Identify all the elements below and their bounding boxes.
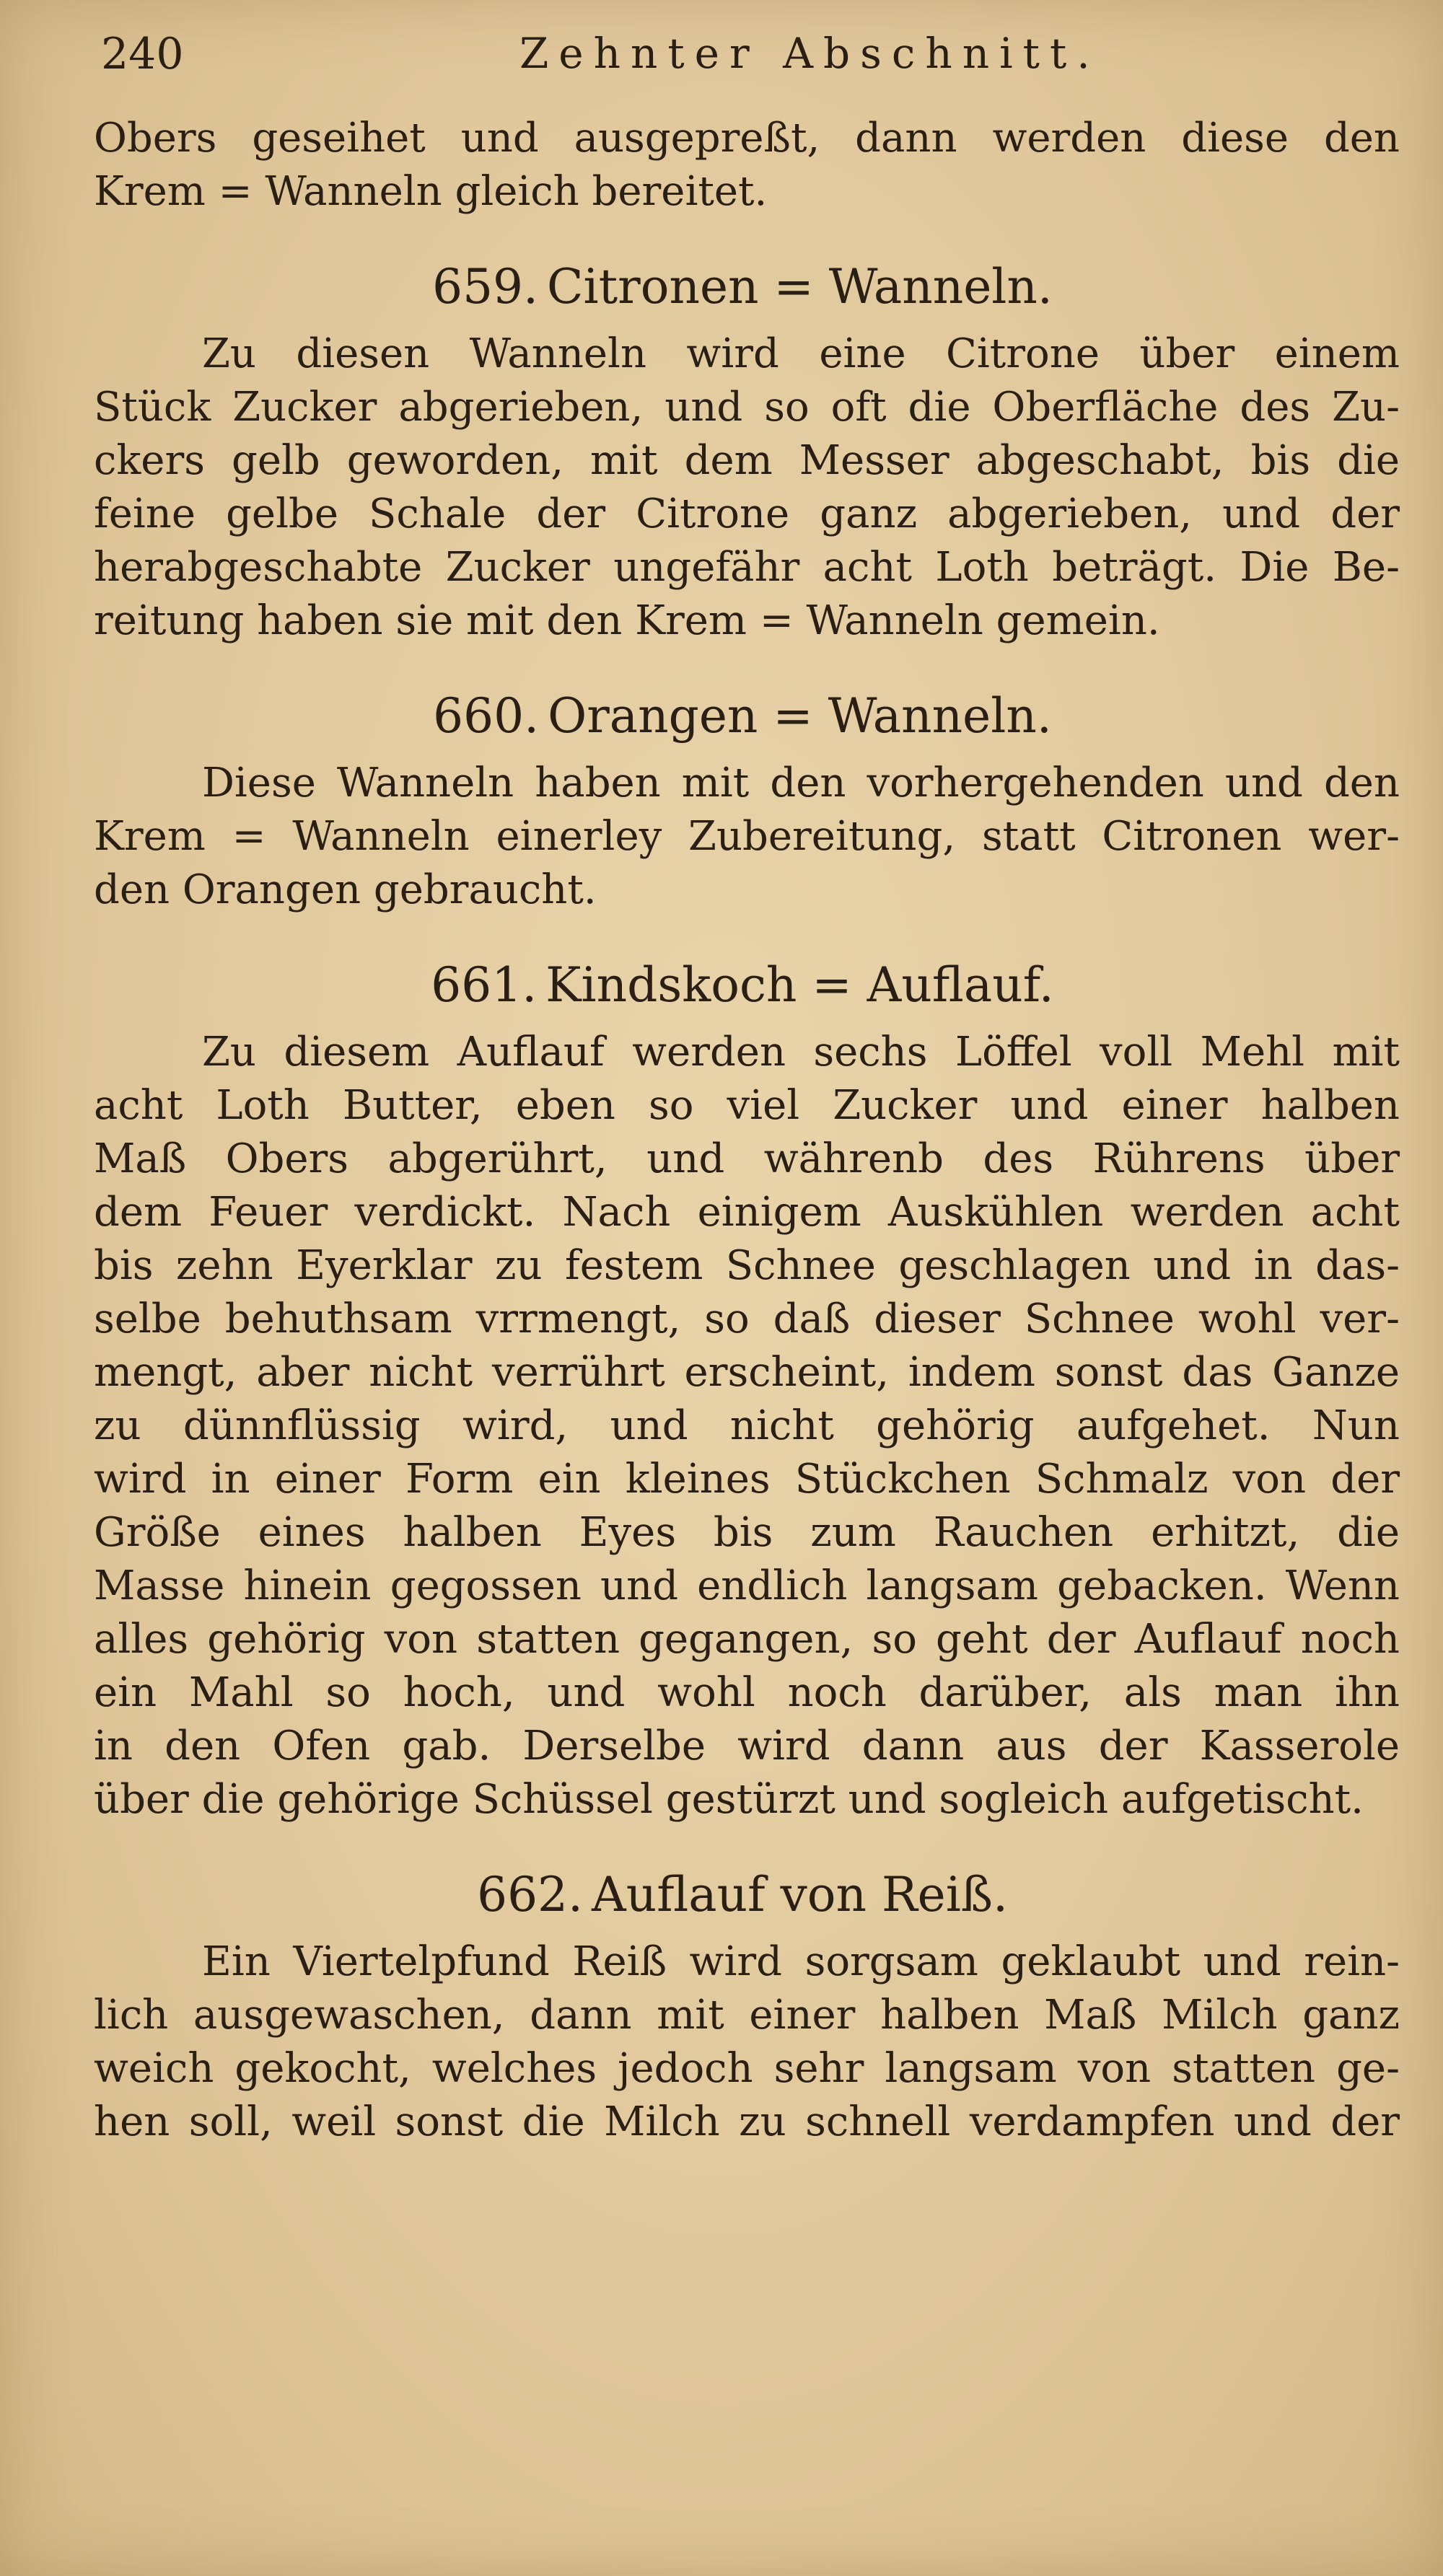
text-line: feine gelbe Schale der Citrone ganz abgerieben, und der	[94, 491, 1400, 537]
text-line: wird in einer Form ein kleines Stückchen Schmalz von der	[94, 1456, 1400, 1503]
text-line: herabgeschabte Zucker ungefähr acht Loth beträgt. Die Be-	[94, 544, 1400, 591]
recipe-662	[94, 1857, 1400, 2149]
text-line: Diese Wanneln haben mit den vorhergehenden und den	[202, 760, 1400, 806]
text-line: den Orangen gebraucht.	[94, 866, 597, 913]
recipe-heading	[94, 249, 1400, 325]
recipe-title: Citronen = Wanneln.	[547, 259, 1053, 315]
text-line: Maß Obers abgerührt, und währenb des Rührens über	[94, 1135, 1400, 1182]
text-line: ein Mahl so hoch, und wohl noch darüber, als man ihn	[94, 1669, 1400, 1716]
text-line: Masse hinein gegossen und endlich langsam gebacken. Wenn	[94, 1562, 1400, 1609]
recipe-660	[94, 678, 1400, 917]
text-line: weich gekocht, welches jedoch sehr langsam von statten ge-	[94, 2045, 1400, 2092]
text-line: Zu diesem Auflauf werden sechs Löffel voll Mehl mit	[202, 1029, 1400, 1076]
text-line: acht Loth Butter, eben so viel Zucker und einer halben	[94, 1082, 1400, 1129]
text-line: reitung haben sie mit den Krem = Wanneln gemein.	[94, 597, 1160, 644]
text-line: dem Feuer verdickt. Nach einigem Auskühlen werden acht	[94, 1189, 1400, 1236]
text-line: zu dünnflüssig wird, und nicht gehörig aufgehet. Nun	[94, 1402, 1400, 1449]
intro-paragraph	[94, 112, 1400, 219]
text-line: Ein Viertelpfund Reiß wird sorgsam geklaubt und rein-	[202, 1938, 1400, 1985]
recipe-title: Orangen = Wanneln.	[548, 688, 1052, 744]
text-line: Obers geseihet und ausgepreßt, dann werden diese den	[94, 115, 1400, 162]
recipe-number: 662.	[477, 1867, 584, 1922]
text-line: mengt, aber nicht verrührt erscheint, indem sonst das Ganze	[94, 1349, 1400, 1396]
text-line: Zu diesen Wanneln wird eine Citrone über einem	[202, 330, 1400, 377]
recipe-number: 659.	[432, 259, 539, 315]
text-line: alles gehörig von statten gegangen, so geht der Auflauf noch	[94, 1616, 1400, 1663]
recipe-heading	[94, 947, 1400, 1023]
text-line: hen soll, weil sonst die Milch zu schnell verdampfen und der	[94, 2098, 1400, 2145]
recipe-heading	[94, 1857, 1400, 1933]
text-line: bis zehn Eyerklar zu festem Schnee geschlagen und in das-	[94, 1242, 1400, 1289]
recipe-title: Kindskoch = Auflauf.	[545, 957, 1054, 1013]
text-line: Krem = Wanneln gleich bereitet.	[94, 168, 768, 215]
running-head: Zehnter Abschnitt.	[519, 29, 1100, 78]
text-line: lich ausgewaschen, dann mit einer halben Maß Milch ganz	[94, 1992, 1400, 2039]
text-line: selbe behuthsam vrrmengt, so daß dieser Schnee wohl ver-	[94, 1296, 1400, 1342]
page-body	[94, 112, 1400, 2149]
text-line: Größe eines halben Eyes bis zum Rauchen erhitzt, die	[94, 1509, 1400, 1556]
text-line: ckers gelb geworden, mit dem Messer abgeschabt, bis die	[94, 437, 1400, 484]
recipe-heading	[94, 678, 1400, 754]
text-line: in den Ofen gab. Derselbe wird dann aus der Kasserole	[94, 1723, 1400, 1770]
recipe-number: 661.	[431, 957, 538, 1013]
text-line: Stück Zucker abgerieben, und so oft die Oberfläche des Zu-	[94, 384, 1400, 431]
recipe-659	[94, 249, 1400, 648]
recipe-661	[94, 947, 1400, 1827]
page-number: 240	[101, 29, 184, 79]
recipe-title: Auflauf von Reiß.	[592, 1867, 1008, 1922]
recipe-number: 660.	[433, 688, 540, 744]
text-line: über die gehörige Schüssel gestürzt und sogleich aufgetischt.	[94, 1776, 1364, 1823]
text-line: Krem = Wanneln einerley Zubereitung, statt Citronen wer-	[94, 813, 1400, 860]
page-header	[101, 29, 1400, 101]
